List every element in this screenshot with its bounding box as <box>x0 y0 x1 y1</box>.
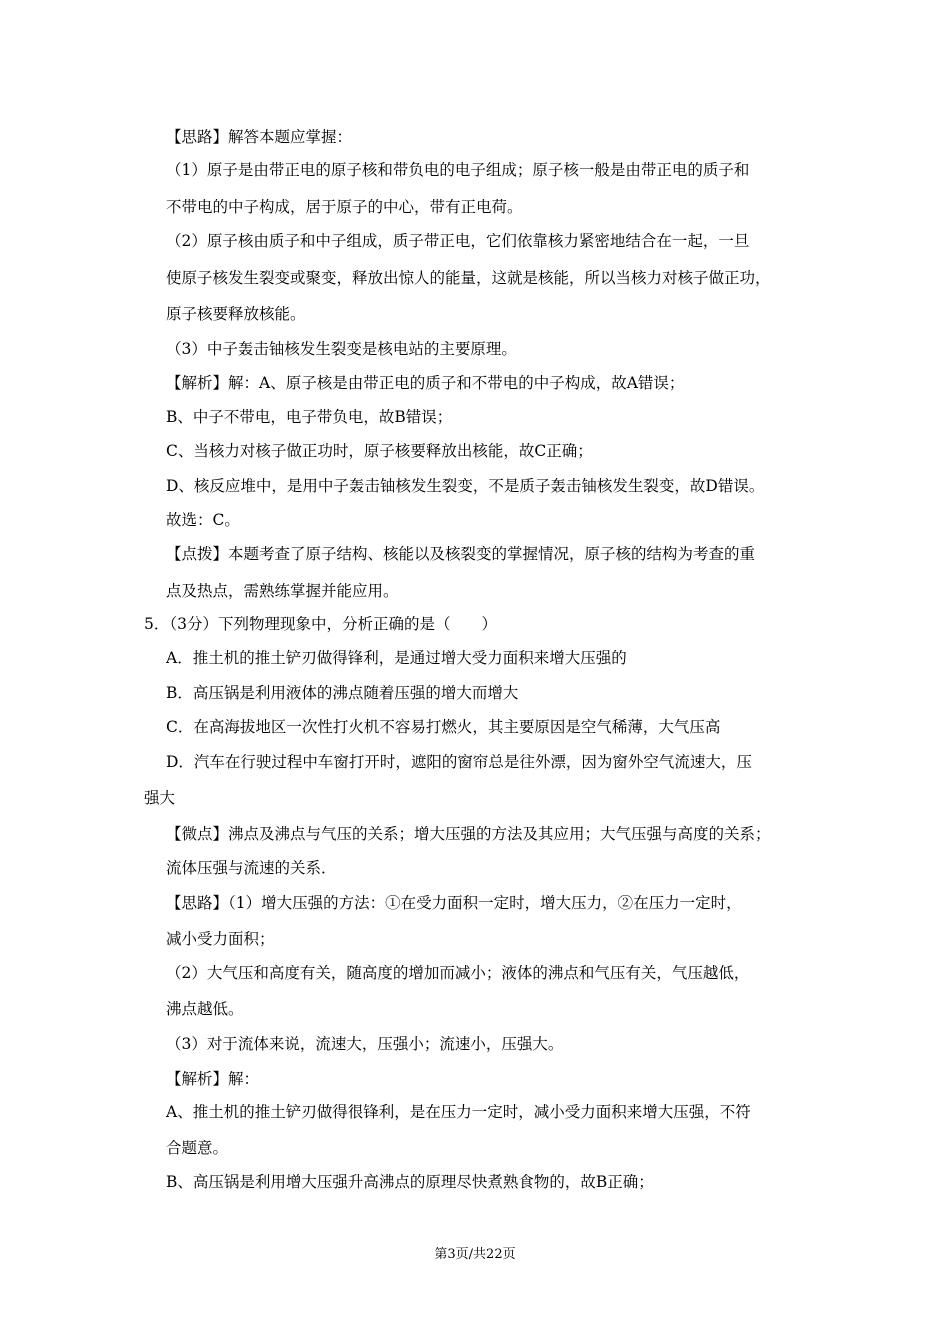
question-title: 5．（3分）下列物理现象中，分析正确的是（ ） <box>144 615 497 633</box>
page-footer: 第3页/共22页 <box>434 1247 516 1262</box>
text-line: 故选：C。 <box>166 511 240 529</box>
text-line: 【解析】解：A、原子核是由带正电的质子和不带电的中子构成，故A错误； <box>166 374 685 392</box>
text-line: 【微点】沸点及沸点与气压的关系；增大压强的方法及其应用；大气压强与高度的关系； <box>166 825 771 843</box>
text-line: C、当核力对核子做正功时，原子核要释放出核能，故C正确； <box>166 442 593 460</box>
text-line: B、中子不带电，电子带负电，故B错误； <box>166 408 453 426</box>
option-b: B．高压锅是利用液体的沸点随着压强的增大而增大 <box>166 684 519 702</box>
text-line: 合题意。 <box>166 1139 229 1157</box>
text-line: 使原子核发生裂变或聚变，释放出惊人的能量，这就是核能，所以当核力对核子做正功， <box>166 269 771 287</box>
text-line: 不带电的中子构成，居于原子的中心，带有正电荷。 <box>166 198 523 216</box>
text-line: B、高压锅是利用增大压强升高沸点的原理尽快煮熟食物的，故B正确； <box>166 1173 654 1191</box>
text-line: （2）原子核由质子和中子组成，质子带正电，它们依靠核力紧密地结合在一起，一旦 <box>166 232 750 250</box>
option-d: D．汽车在行驶过程中车窗打开时，遮阳的窗帘总是往外漂，因为窗外空气流速大，压 <box>166 753 752 771</box>
text-line: 减小受力面积； <box>166 930 275 948</box>
text-line: 原子核要释放核能。 <box>166 305 306 323</box>
text-line: 流体压强与流速的关系． <box>166 859 337 877</box>
text-line: （3）中子轰击铀核发生裂变是核电站的主要原理。 <box>166 340 517 358</box>
text-line: （2）大气压和高度有关，随高度的增加而减小；液体的沸点和气压有关，气压越低， <box>166 964 750 982</box>
text-line: 【思路】（1）增大压强的方法：①在受力面积一定时，增大压力，②在压力一定时， <box>166 894 742 912</box>
text-line: 点及热点，需熟练掌握并能应用。 <box>166 582 399 600</box>
text-line: 沸点越低。 <box>166 1000 244 1018</box>
text-line: 【解析】解： <box>166 1070 260 1088</box>
option-c: C．在高海拔地区一次性打火机不容易打燃火，其主要原因是空气稀薄，大气压高 <box>166 718 721 736</box>
option-d-continued: 强大 <box>144 789 176 807</box>
text-line: 【思路】解答本题应掌握： <box>166 128 353 146</box>
text-line: A、推土机的推土铲刃做得很锋利，是在压力一定时，减小受力面积来增大压强，不符 <box>166 1103 751 1121</box>
text-line: D、核反应堆中，是用中子轰击铀核发生裂变，不是质子轰击铀核发生裂变，故D错误。 <box>166 477 765 495</box>
text-line: （1）原子是由带正电的原子核和带负电的电子组成；原子核一般是由带正电的质子和 <box>166 161 750 179</box>
text-line: 【点拨】本题考查了原子结构、核能以及核裂变的掌握情况，原子核的结构为考查的重 <box>166 545 756 563</box>
option-a: A．推土机的推土铲刃做得锋利，是通过增大受力面积来增大压强的 <box>166 649 627 667</box>
text-line: （3）对于流体来说，流速大，压强小；流速小，压强大。 <box>166 1035 564 1053</box>
